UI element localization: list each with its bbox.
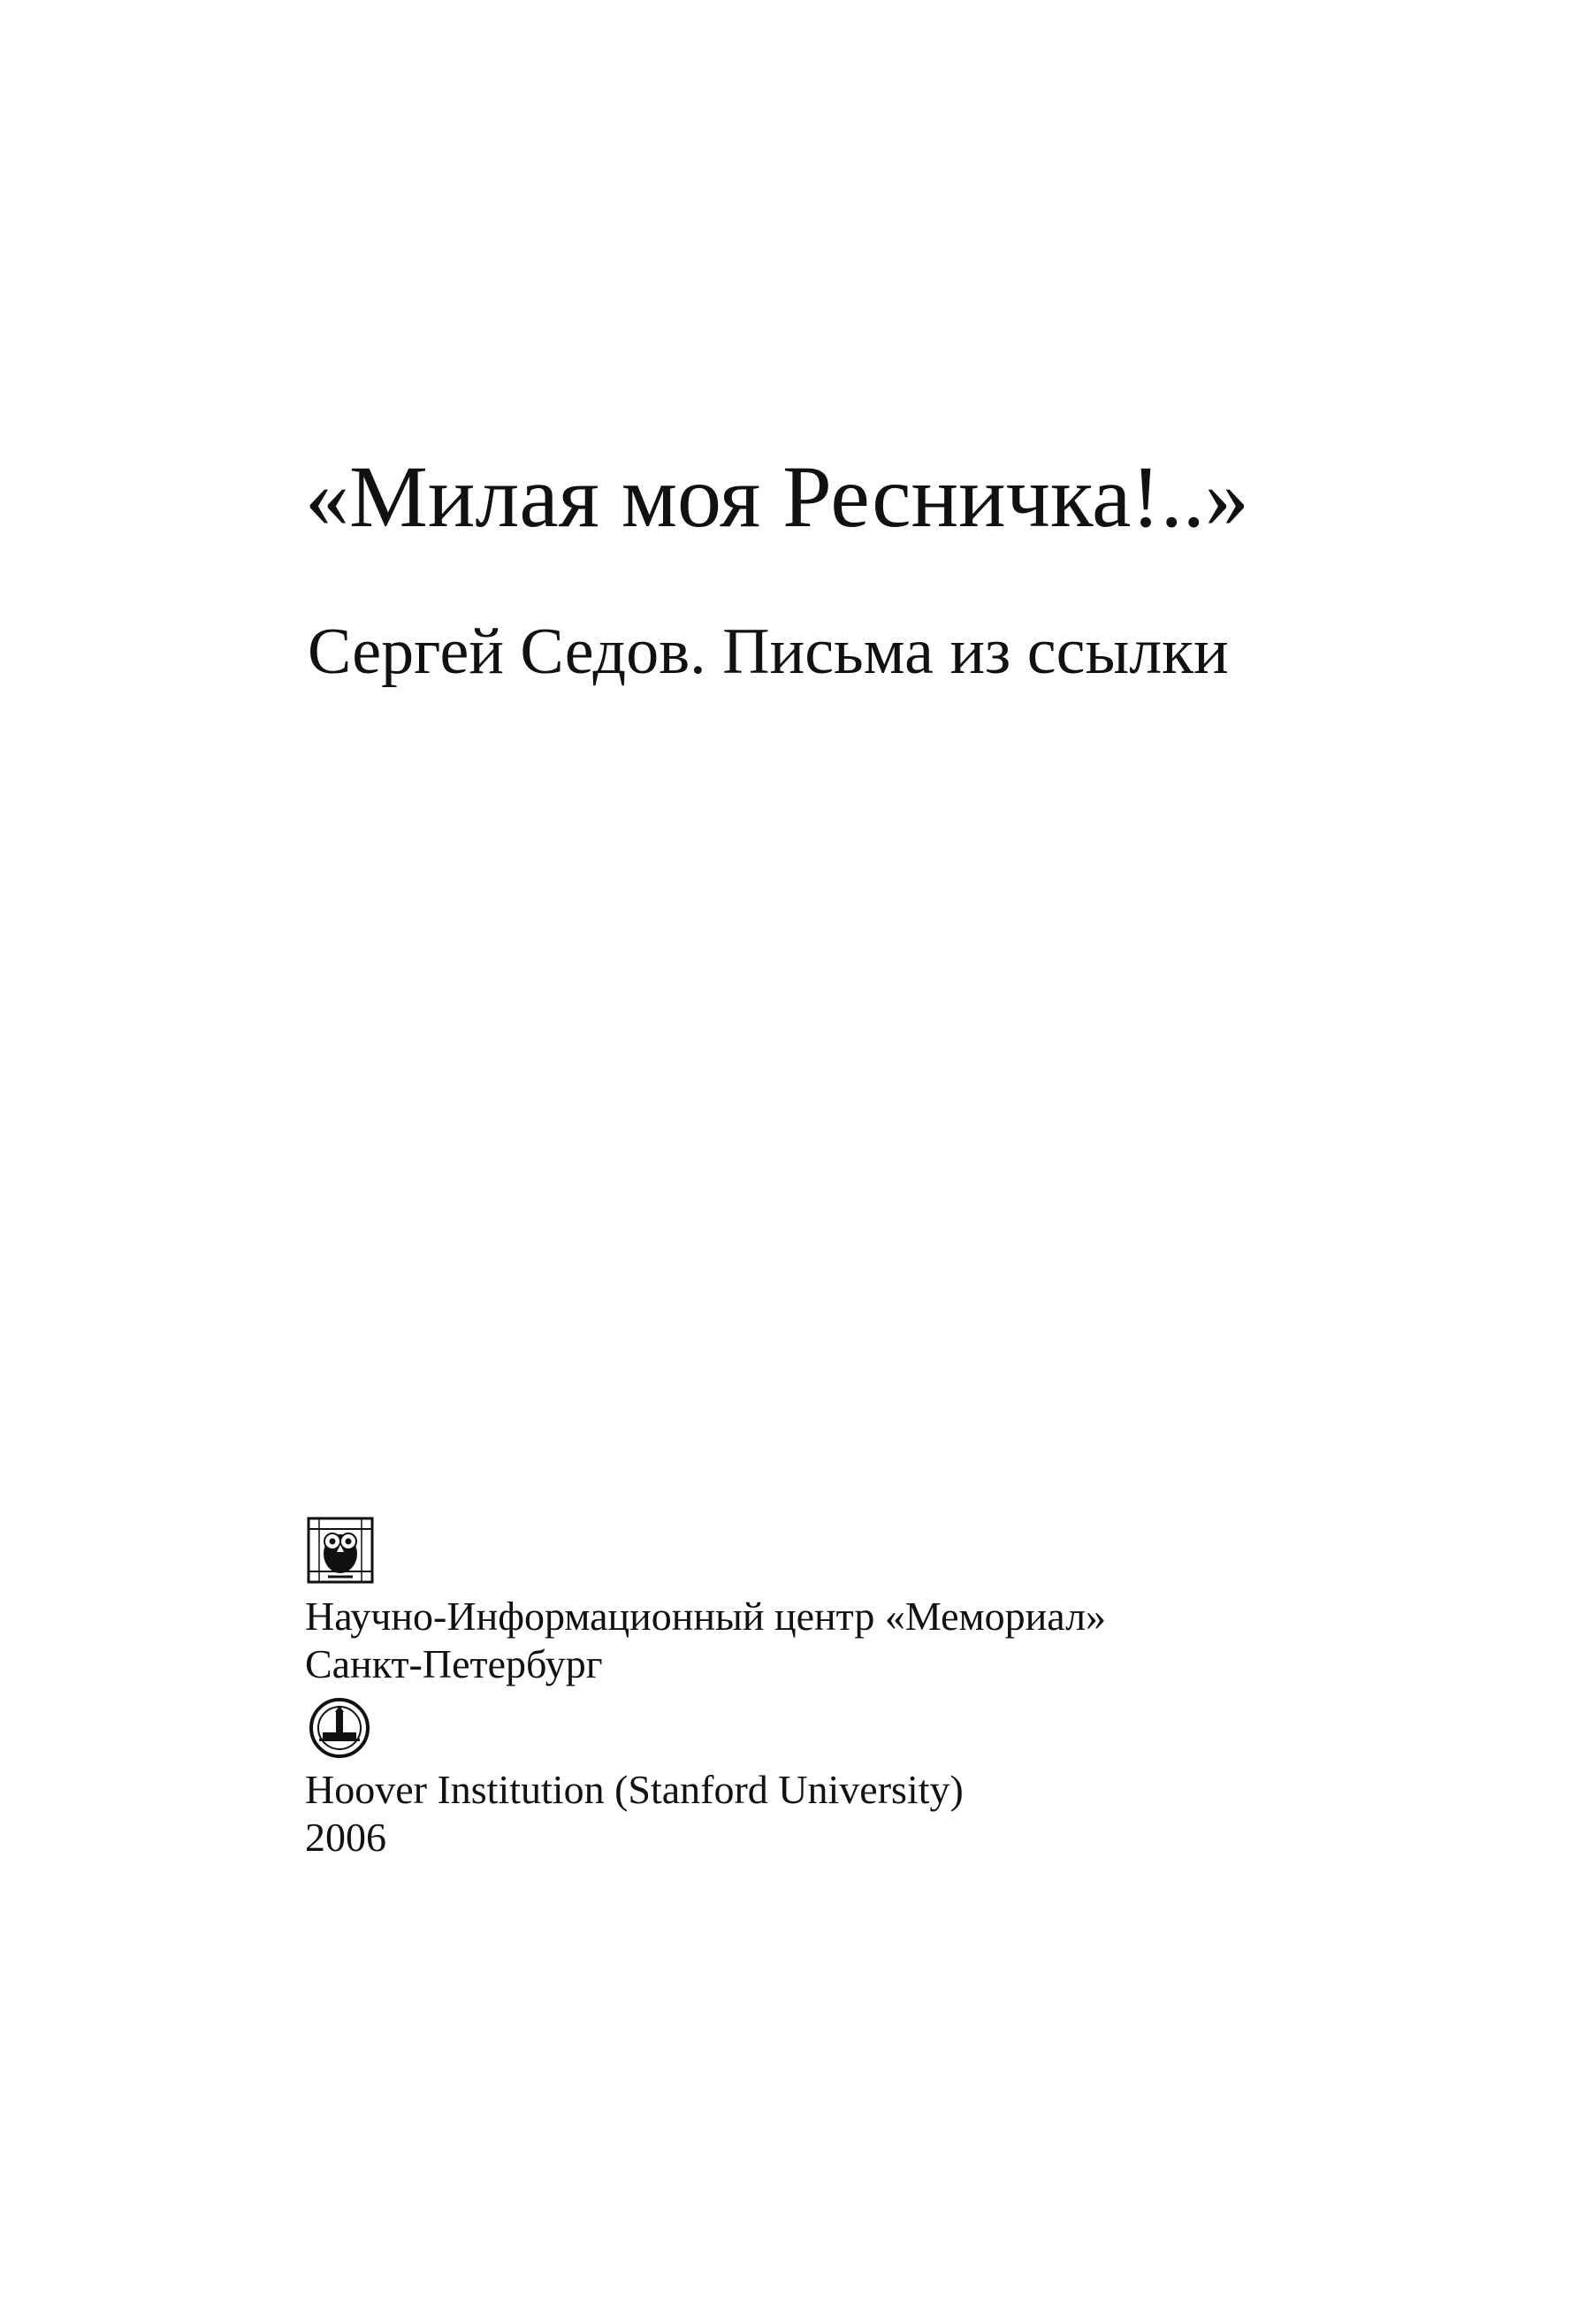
publisher-city: Санкт-Петербург <box>305 1641 603 1686</box>
publication-year: 2006 <box>305 1815 386 1860</box>
publisher-imprint <box>305 1517 1106 1861</box>
memorial-owl-logo-icon <box>307 1517 374 1584</box>
book-title: «Милая моя Ресничка!..» <box>305 447 1249 546</box>
second-publisher-name: Hoover Institution (Stanford University) <box>305 1767 964 1812</box>
hoover-tower-seal-icon <box>309 1697 370 1759</box>
book-subtitle: Сергей Седов. Письма из ссылки <box>308 615 1229 688</box>
publisher-name: Научно-Информационный центр «Мемориал» <box>305 1594 1107 1639</box>
